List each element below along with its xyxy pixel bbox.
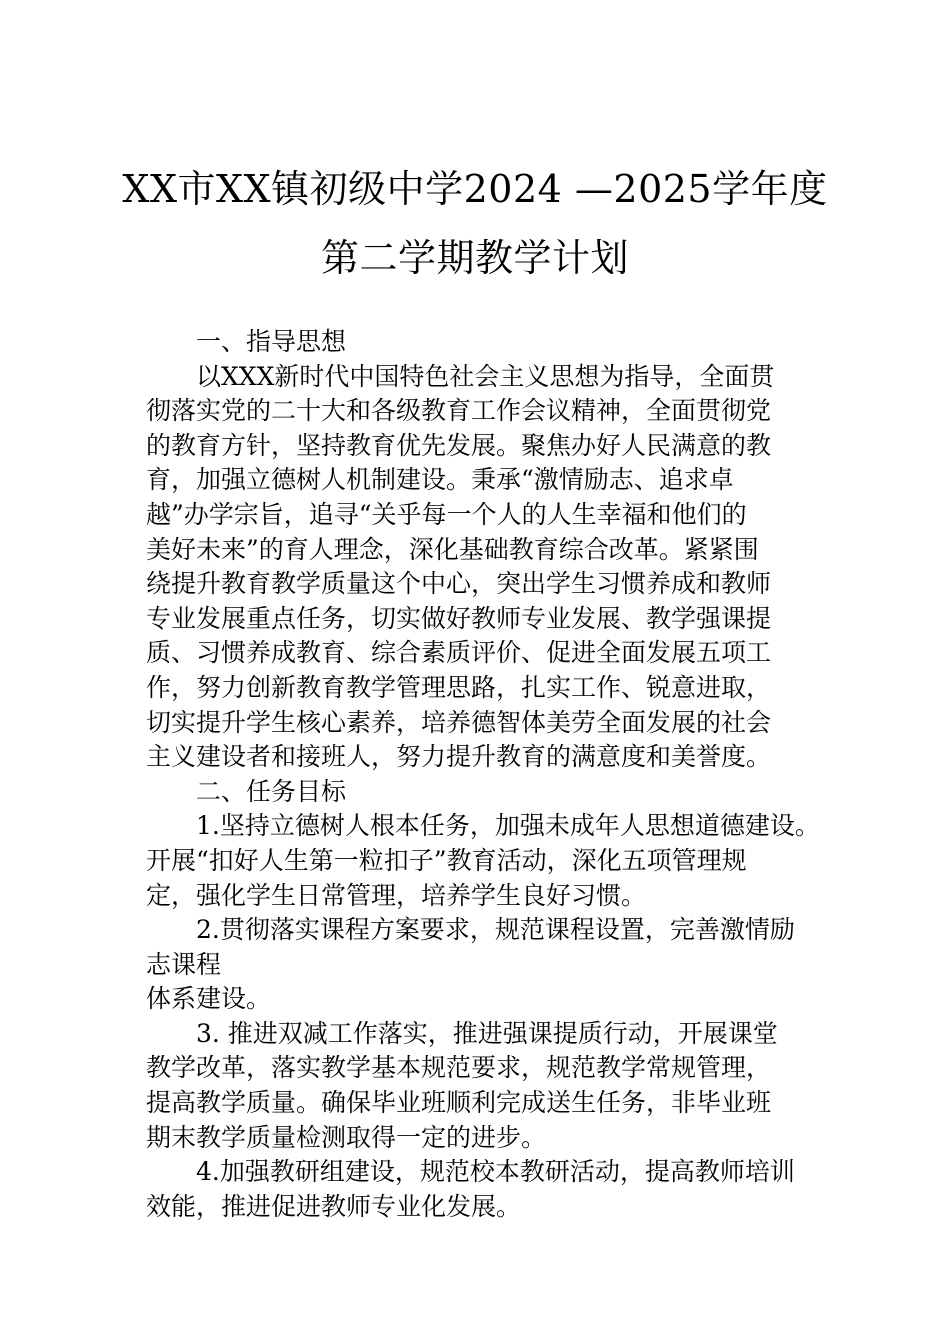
paragraph-line: 开展“扣好人生第一粒扣子”教育活动，深化五项管理规 xyxy=(146,845,747,875)
document-title-line-2: 第二学期教学计划 xyxy=(320,236,629,280)
paragraph-line: 1.坚持立德树人根本任务，加强未成年人思想道德建设。 xyxy=(196,811,820,841)
paragraph-line: 绕提升教育教学质量这个中心，突出学生习惯养成和教师 xyxy=(146,569,772,599)
paragraph-line: 育，加强立德树人机制建设。秉承“激情励志、追求卓 xyxy=(146,465,734,495)
paragraph-line: 的教育方针，坚持教育优先发展。聚焦办好人民满意的教 xyxy=(146,430,772,460)
paragraph-line: 美好未来”的育人理念，深化基础教育综合改革。紧紧围 xyxy=(146,534,759,564)
paragraph-line: 以XXX新时代中国特色社会主义思想为指导，全面贯 xyxy=(196,361,775,391)
document-title-line-1: XX市XX镇初级中学2024 —2025学年度 xyxy=(122,167,828,211)
paragraph-line: 专业发展重点任务，切实做好教师专业发展、教学强课提 xyxy=(146,603,772,633)
paragraph-line: 2.贯彻落实课程方案要求，规范课程设置，完善激情励 xyxy=(196,915,795,945)
paragraph-line: 越”办学宗旨，追寻“关乎每一个人的人生幸福和他们的 xyxy=(146,499,747,529)
paragraph-line: 质、习惯养成教育、综合素质评价、促进全面发展五项工 xyxy=(146,638,772,668)
paragraph-line: 彻落实党的二十大和各级教育工作会议精神，全面贯彻党 xyxy=(146,396,772,426)
document-body xyxy=(146,325,821,1224)
paragraph-line: 效能，推进促进教师专业化发展。 xyxy=(146,1191,522,1221)
paragraph-line: 提高教学质量。确保毕业班顺利完成送生任务，非毕业班 xyxy=(146,1088,772,1118)
paragraph-line: 定，强化学生日常管理，培养学生良好习惯。 xyxy=(146,880,647,910)
paragraph-line: 期末教学质量检测取得一定的进步。 xyxy=(146,1122,547,1152)
paragraph-line: 4.加强教研组建设，规范校本教研活动，提高教师培训 xyxy=(196,1157,795,1187)
section-heading-task-goals: 二、任务目标 xyxy=(196,776,347,806)
section-heading-guiding-ideology: 一、指导思想 xyxy=(196,327,347,356)
paragraph-line: 志课程 xyxy=(146,949,222,979)
paragraph-line: 3. 推进双减工作落实，推进强课提质行动，开展课堂 xyxy=(196,1018,778,1048)
paragraph-line: 教学改革，落实教学基本规范要求，规范教学常规管理， xyxy=(146,1053,772,1083)
paragraph-line: 作，努力创新教育教学管理思路，扎实工作、锐意进取， xyxy=(146,672,772,702)
paragraph-line: 体系建设。 xyxy=(146,984,272,1014)
paragraph-line: 切实提升学生核心素养，培养德智体美劳全面发展的社会 xyxy=(146,707,772,737)
paragraph-line: 主义建设者和接班人，努力提升教育的满意度和美誉度。 xyxy=(146,742,772,772)
